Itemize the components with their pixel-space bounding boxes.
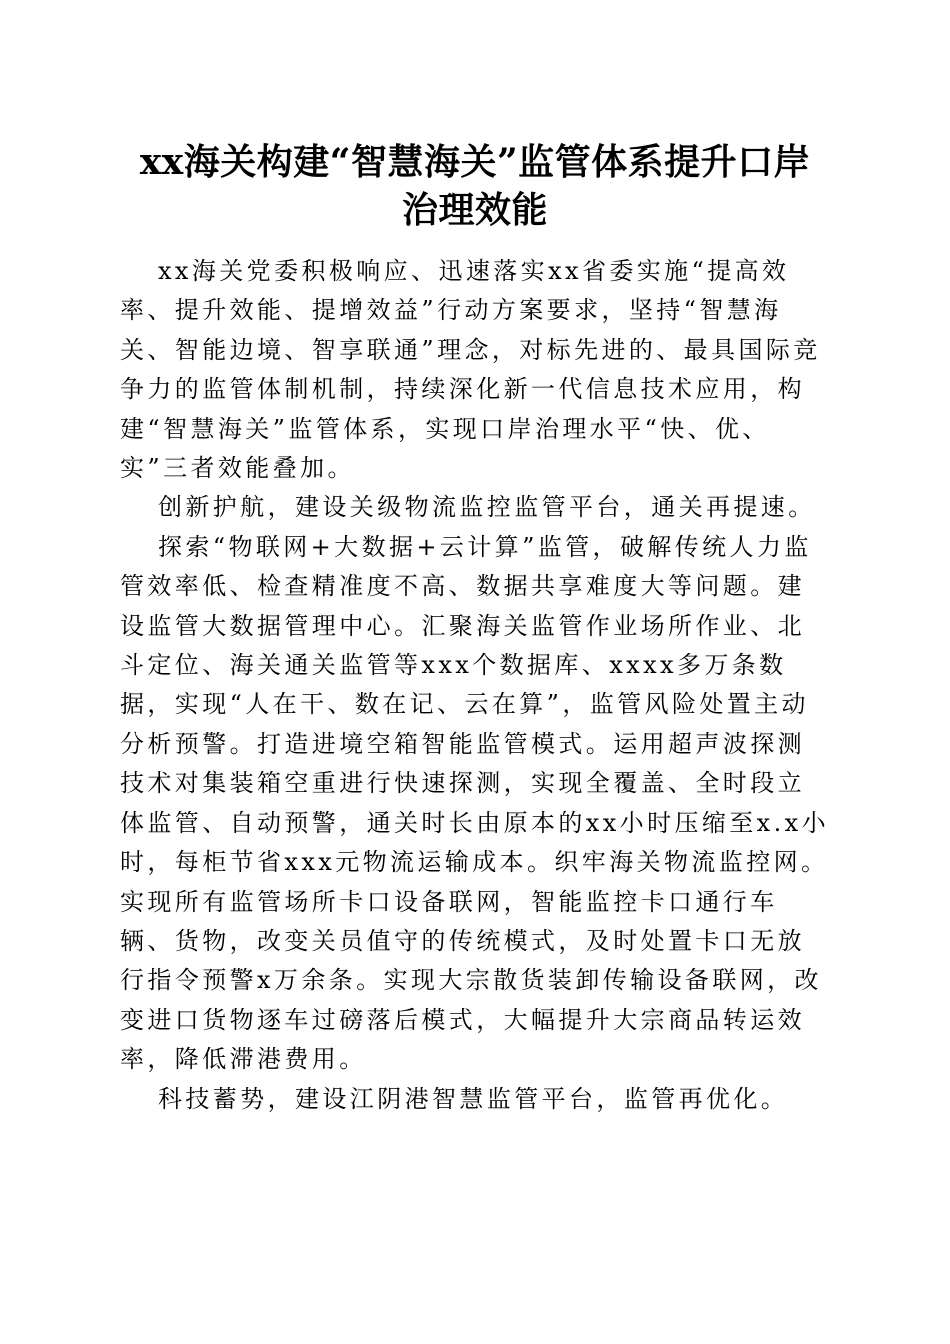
document-body: [120, 252, 832, 1119]
paragraph-logistics-detail: 探索“物联网+大数据+云计算”监管，破解传统人力监管效率低、检查精准度不高、数据共享难度大等问题。建设监管大数据管理中心。汇聚海关监管作业场所作业、北斗定位、海关通关监管等xxx个数据库、xxxx多万条数据，实现“人在干、数在记、云在算”，监管风险处置主动分析预警。打造进境空箱智能监管模式。运用超声波探测技术对集装箱空重进行快速探测，实现全覆盖、全时段立体监管、自动预警，通关时长由原本的xx小时压缩至x.x小时，每柜节省xxx元物流运输成本。织牢海关物流监控网。实现所有监管场所卡口设备联网，智能监控卡口通行车辆、货物，改变关员值守的传统模式，及时处置卡口无放行指令预警x万余条。实现大宗散货装卸传输设备联网，改变进口货物逐车过磅落后模式，大幅提升大宗商品转运效率，降低滞港费用。: [120, 532, 829, 1074]
title-line-1: xx海关构建“智慧海关”监管体系提升口岸: [139, 141, 811, 183]
title-line-2: 治理效能: [401, 189, 548, 231]
paragraph-heading-jiangyin: 科技蓄势，建设江阴港智慧监管平台，监管再优化。: [158, 1084, 789, 1113]
paragraph-intro: xx海关党委积极响应、迅速落实xx省委实施“提高效率、提升效能、提增效益”行动方案要求，坚持“智慧海关、智能边境、智享联通”理念，对标先进的、最具国际竞争力的监管体制机制，持续深化新一代信息技术应用，构建“智慧海关”监管体系，实现口岸治理水平“快、优、实”三者效能叠加。: [120, 257, 821, 483]
document-title: [100, 138, 850, 234]
paragraph-heading-logistics: 创新护航，建设关级物流监控监管平台，通关再提速。: [158, 493, 816, 522]
